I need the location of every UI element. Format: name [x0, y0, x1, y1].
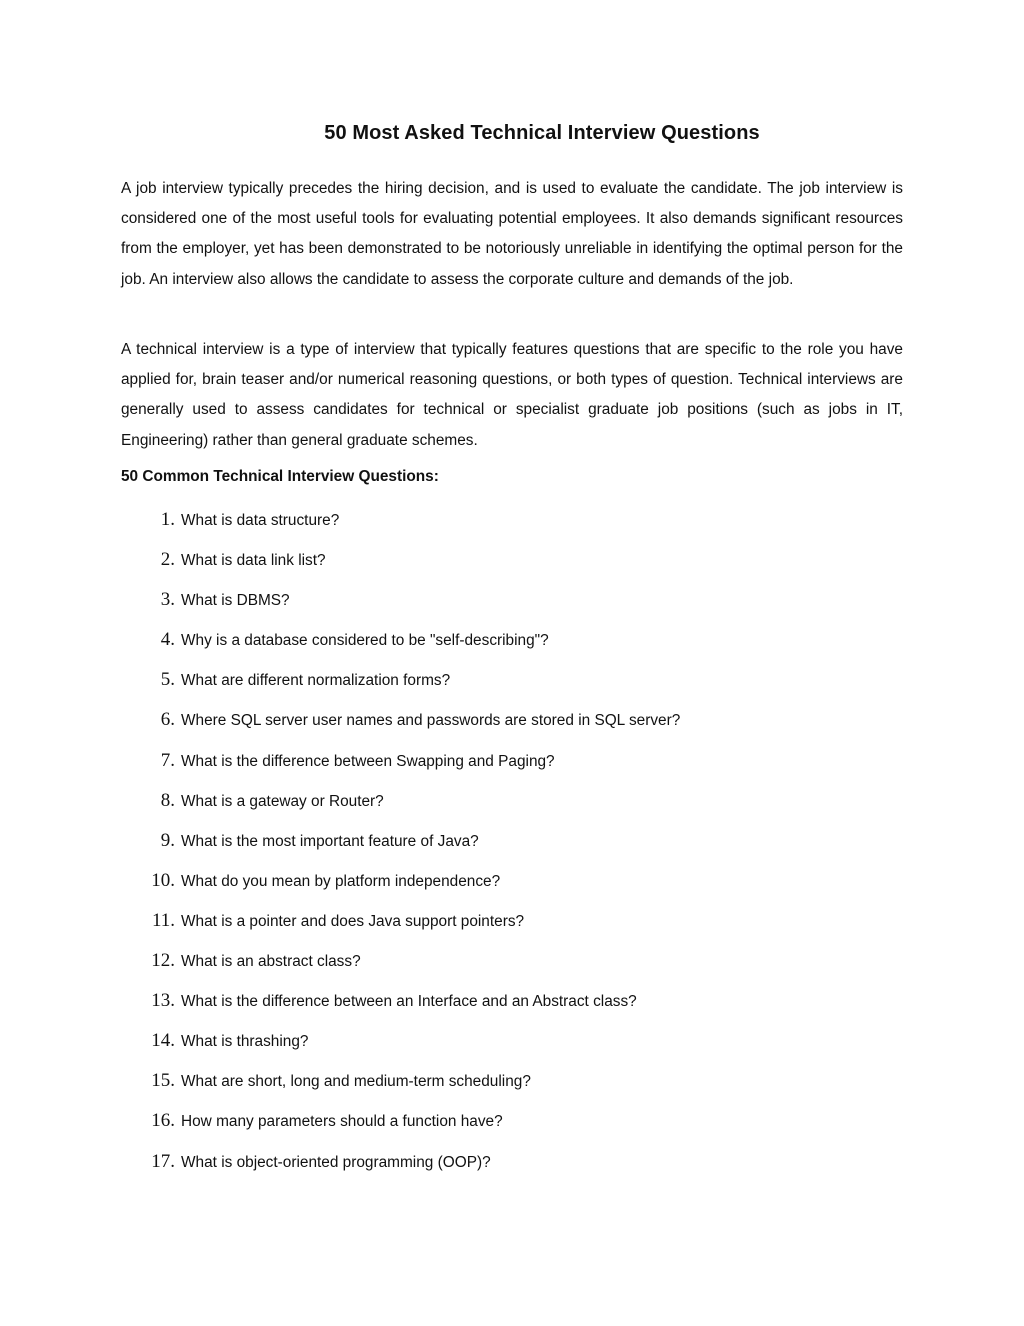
question-text: What is data link list? — [181, 552, 326, 570]
question-number: 15. — [151, 1070, 175, 1092]
question-item — [0, 987, 1024, 1027]
question-text: What is the difference between Swapping and Paging? — [181, 752, 555, 770]
question-number: 4. — [160, 629, 175, 651]
question-item — [0, 747, 1024, 787]
question-number: 16. — [151, 1110, 175, 1132]
question-text: What do you mean by platform independence? — [181, 872, 501, 890]
question-item — [0, 1027, 1024, 1067]
question-number: 3. — [160, 589, 175, 611]
technical-interview-paragraph: A technical interview is a type of interview that typically features questions that are specific to the role you have applied for, brain teaser and/or numerical reasoning questions, or both types of question. Technical interviews are generally used to assess candidates for technical or specialist graduate job positions (such as jobs in IT, Engineering) rather than general graduate schemes. — [121, 341, 903, 449]
question-text: What is the most important feature of Java? — [181, 832, 479, 850]
question-item — [0, 1067, 1024, 1107]
question-text: What are different normalization forms? — [181, 672, 451, 690]
question-text: What is object-oriented programming (OOP)? — [181, 1153, 491, 1171]
question-item — [0, 1107, 1024, 1147]
question-item — [0, 666, 1024, 706]
question-number: 1. — [160, 509, 175, 530]
question-item — [0, 626, 1024, 666]
question-number: 9. — [160, 829, 175, 851]
question-text: What is thrashing? — [181, 1033, 309, 1051]
question-number: 11. — [151, 909, 175, 931]
question-number: 10. — [151, 869, 175, 891]
question-item — [0, 787, 1024, 827]
question-text: What is the difference between an Interface and an Abstract class? — [181, 993, 637, 1011]
question-text: What is a pointer and does Java support pointers? — [181, 912, 525, 930]
question-item — [0, 867, 1024, 907]
question-number: 17. — [151, 1150, 175, 1172]
question-item — [0, 586, 1024, 626]
question-number: 8. — [160, 789, 175, 811]
question-text: What is data structure? — [181, 512, 340, 529]
question-item — [0, 506, 1024, 546]
question-item — [0, 546, 1024, 586]
question-text: What is a gateway or Router? — [181, 792, 384, 810]
question-text: What are short, long and medium-term scheduling? — [181, 1073, 531, 1091]
question-number: 2. — [160, 549, 175, 571]
question-number: 13. — [151, 990, 175, 1012]
questions-list — [0, 506, 1024, 1188]
page-title: 50 Most Asked Technical Interview Questions — [324, 122, 760, 144]
question-number: 5. — [160, 669, 175, 691]
question-item — [0, 827, 1024, 867]
question-item — [0, 907, 1024, 947]
question-number: 12. — [151, 950, 175, 972]
question-number: 7. — [160, 749, 175, 771]
question-number: 6. — [160, 709, 175, 731]
question-item — [0, 1148, 1024, 1188]
question-text: What is DBMS? — [181, 592, 290, 610]
question-item — [0, 947, 1024, 987]
question-text: Where SQL server user names and passwords are stored in SQL server? — [181, 712, 681, 730]
question-text: What is an abstract class? — [181, 953, 361, 971]
question-number: 14. — [151, 1030, 175, 1052]
question-text: How many parameters should a function have? — [181, 1113, 503, 1131]
question-item — [0, 706, 1024, 746]
questions-heading: 50 Common Technical Interview Questions: — [121, 468, 439, 485]
question-text: Why is a database considered to be "self-describing"? — [181, 632, 549, 650]
intro-paragraph: A job interview typically precedes the hiring decision, and is used to evaluate the candidate. The job interview is considered one of the most useful tools for evaluating potential employees. It also demands significant resources from the employer, yet has been demonstrated to be notoriously unreliable in identifying the optimal person for the job. An interview also allows the candidate to assess the corporate culture and demands of the job. — [121, 180, 903, 288]
